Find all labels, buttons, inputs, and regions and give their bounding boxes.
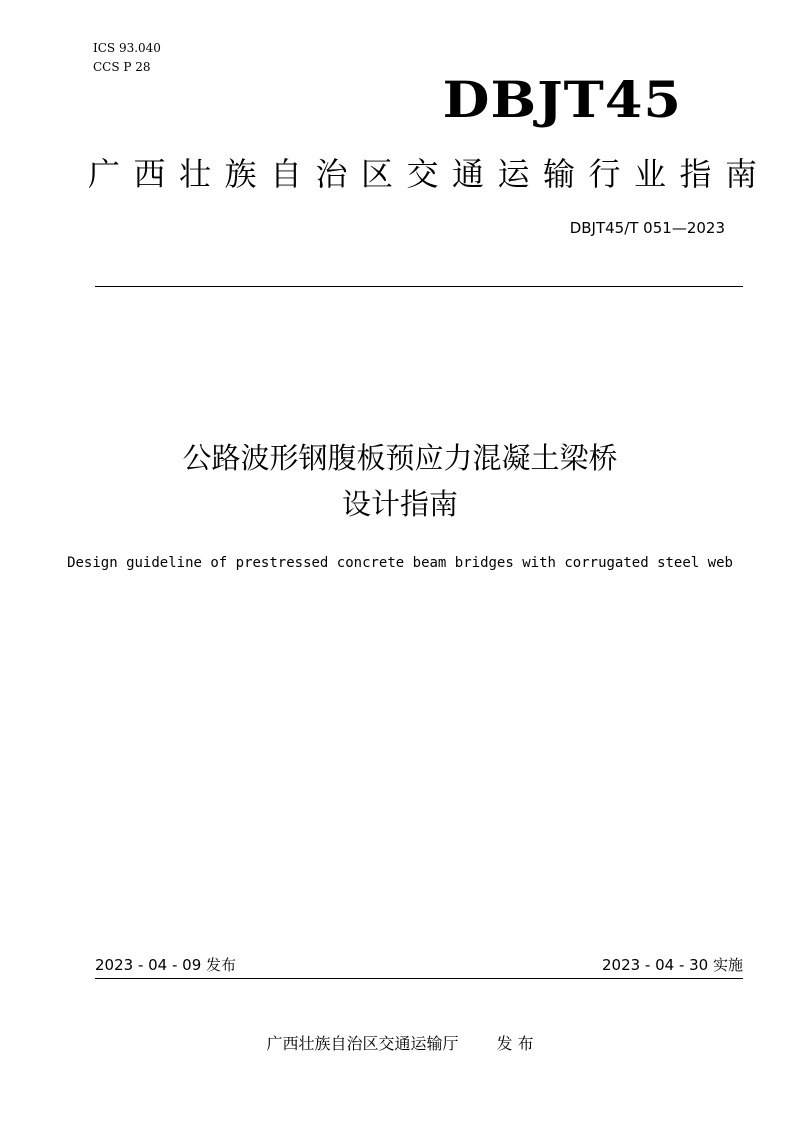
classification-codes <box>93 39 161 77</box>
standard-category-title: 广西壮族自治区交通运输行业指南 <box>88 155 771 193</box>
publisher-name: 广西壮族自治区交通运输厅 <box>266 1034 459 1053</box>
ics-code: ICS 93.040 <box>93 41 161 55</box>
document-title-line1: 公路波形钢腹板预应力混凝土梁桥 <box>182 441 618 475</box>
english-title: Design guideline of prestressed concrete beam bridges with corrugated steel web <box>67 555 733 571</box>
standard-number: DBJT45/T 051—2023 <box>569 219 725 237</box>
issue-date: 2023 - 04 - 09 发布 <box>95 956 237 974</box>
bottom-divider <box>95 978 743 979</box>
top-divider <box>95 286 743 287</box>
publisher-action: 发 布 <box>496 1034 534 1053</box>
implementation-date: 2023 - 04 - 30 实施 <box>601 956 743 974</box>
publisher-line <box>0 1033 800 1055</box>
ccs-code: CCS P 28 <box>93 60 151 74</box>
standard-logo: DBJT45 <box>442 70 682 129</box>
document-title-line2: 设计指南 <box>341 487 458 521</box>
